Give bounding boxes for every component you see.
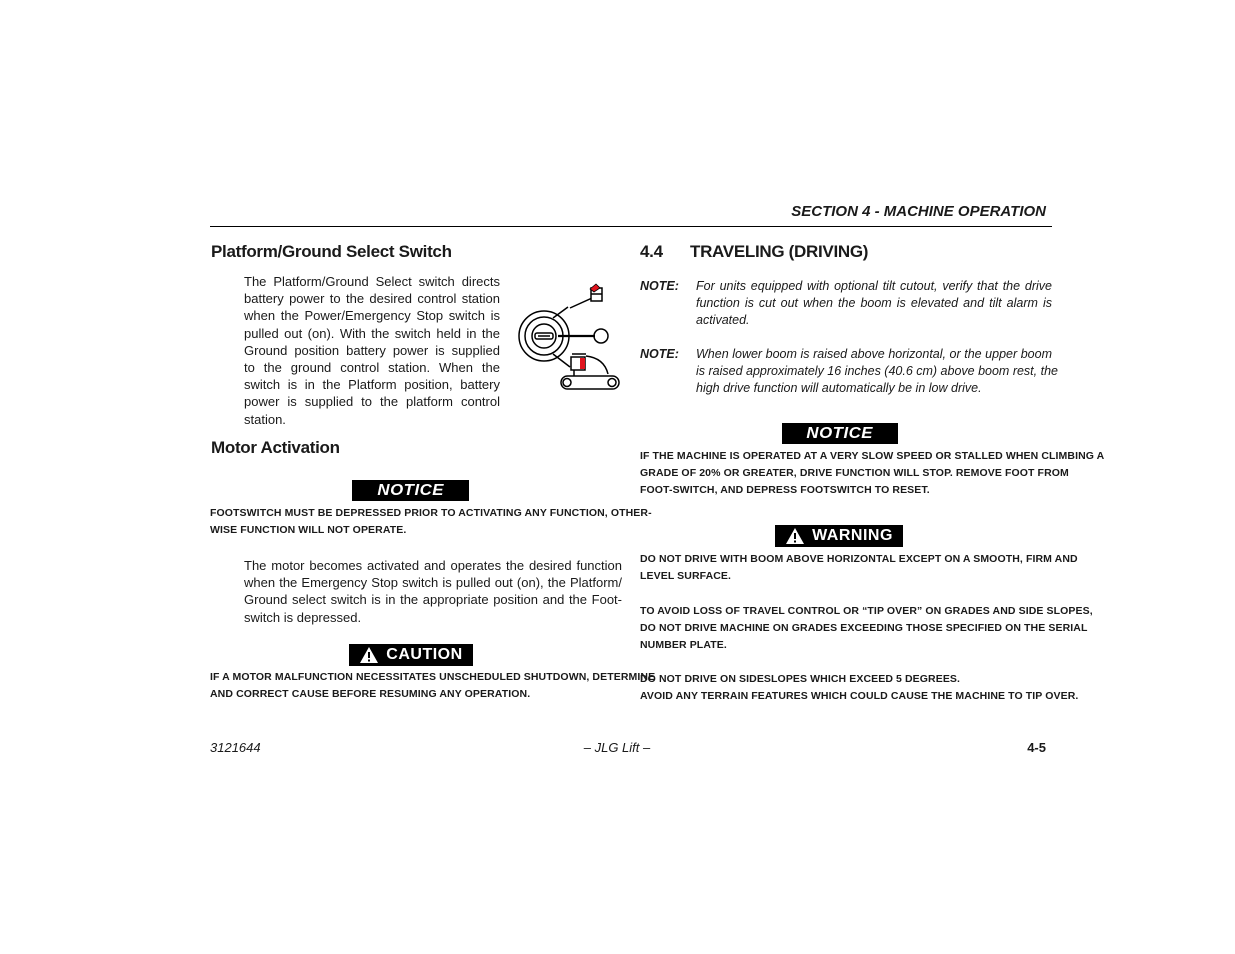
text-line: LEVEL SURFACE. bbox=[640, 570, 732, 583]
note-label: NOTE: bbox=[640, 279, 679, 293]
text-line: The Platform/Ground Select switch directs bbox=[244, 274, 500, 289]
text-line: to the ground control station. When the bbox=[244, 360, 500, 376]
text-line: For units equipped with optional tilt cutout, verify that the drive bbox=[696, 279, 1052, 293]
text-line: When lower boom is raised above horizontal, or the upper boom bbox=[696, 347, 1052, 361]
warning-text-3 bbox=[640, 671, 1079, 705]
text-line: AVOID ANY TERRAIN FEATURES WHICH COULD CAUSE THE MACHINE TO TIP OVER. bbox=[640, 690, 1079, 703]
warning-triangle-icon bbox=[785, 527, 805, 545]
text-line: when the Emergency Stop switch is pulled out (on), the Platform/ bbox=[244, 575, 622, 591]
notice-badge bbox=[352, 480, 469, 501]
text-line: battery power to the desired control station bbox=[244, 291, 500, 307]
text-line: Ground position battery power is supplied bbox=[244, 342, 500, 358]
text-line: pulled out (on). With the switch held in the bbox=[244, 325, 500, 341]
text-line: DO NOT DRIVE WITH BOOM ABOVE HORIZONTAL EXCEPT ON A SMOOTH, FIRM AND bbox=[640, 553, 1078, 565]
text-line: power is supplied to the platform control bbox=[244, 394, 500, 410]
text-line: TO AVOID LOSS OF TRAVEL CONTROL OR “TIP OVER” ON GRADES AND SIDE SLOPES, bbox=[640, 605, 1093, 617]
text-line: activated. bbox=[696, 313, 750, 328]
text-line: when the Power/Emergency Stop switch is bbox=[244, 308, 500, 324]
warning-label: WARNING bbox=[812, 527, 893, 544]
text-line: WISE FUNCTION WILL NOT OPERATE. bbox=[210, 524, 407, 537]
page-number: 4-5 bbox=[1027, 740, 1046, 755]
text-line: DO NOT DRIVE ON SIDESLOPES WHICH EXCEED 5 DEGREES. bbox=[640, 673, 961, 685]
text-line: is raised approximately 16 inches (40.6 cm) above boom rest, the bbox=[696, 364, 1058, 379]
motor-activation-heading: Motor Activation bbox=[211, 438, 340, 457]
platform-switch-heading: Platform/Ground Select Switch bbox=[211, 242, 452, 261]
text-line: The motor becomes activated and operates the desired function bbox=[244, 558, 622, 573]
notice-label: NOTICE bbox=[377, 481, 444, 499]
platform-switch-text bbox=[244, 273, 500, 428]
text-line: GRADE OF 20% OR GREATER, DRIVE FUNCTION WILL STOP. REMOVE FOOT FROM bbox=[640, 467, 1069, 480]
motor-activation-text bbox=[244, 557, 622, 626]
doc-number: 3121644 bbox=[210, 740, 261, 755]
note-label: NOTE: bbox=[640, 347, 679, 361]
driving-notice-text bbox=[640, 448, 1105, 500]
text-line: FOOTSWITCH MUST BE DEPRESSED PRIOR TO ACTIVATING ANY FUNCTION, OTHER- bbox=[210, 507, 652, 519]
text-line: station. bbox=[244, 411, 286, 427]
text-line: AND CORRECT CAUSE BEFORE RESUMING ANY OPERATION. bbox=[210, 688, 531, 701]
caution-label: CAUTION bbox=[386, 646, 463, 663]
text-line: switch is in the Platform position, battery bbox=[244, 377, 500, 393]
note-text bbox=[696, 346, 1058, 398]
key-switch-illustration-icon bbox=[514, 278, 624, 394]
text-line: IF A MOTOR MALFUNCTION NECESSITATES UNSCHEDULED SHUTDOWN, DETERMINE bbox=[210, 671, 656, 683]
notice-label: NOTICE bbox=[806, 424, 874, 442]
notice-badge bbox=[782, 423, 898, 444]
text-line: DO NOT DRIVE MACHINE ON GRADES EXCEEDING THOSE SPECIFIED ON THE SERIAL bbox=[640, 622, 1088, 635]
caution-text bbox=[210, 669, 656, 703]
text-line: FOOT-SWITCH, AND DEPRESS FOOTSWITCH TO RESET. bbox=[640, 484, 930, 497]
text-line: NUMBER PLATE. bbox=[640, 639, 727, 652]
footer-center: – JLG Lift – bbox=[583, 740, 651, 755]
warning-text-1 bbox=[640, 551, 1078, 585]
text-line: function is cut out when the boom is elevated and tilt alarm is bbox=[696, 296, 1052, 311]
section-heading: TRAVELING (DRIVING) bbox=[690, 242, 869, 261]
warning-badge bbox=[775, 525, 903, 547]
text-line: Ground select switch is in the appropriate position and the Foot- bbox=[244, 592, 622, 608]
section-number: 4.4 bbox=[640, 242, 663, 261]
note-text bbox=[696, 278, 1052, 330]
header-divider bbox=[210, 226, 1052, 227]
text-line: high drive function will automatically be in low drive. bbox=[696, 381, 982, 396]
motor-notice-text bbox=[210, 505, 652, 539]
warning-triangle-icon bbox=[359, 646, 379, 664]
section-header-title: SECTION 4 - MACHINE OPERATION bbox=[791, 203, 1046, 220]
text-line: IF THE MACHINE IS OPERATED AT A VERY SLOW SPEED OR STALLED WHEN CLIMBING A bbox=[640, 450, 1105, 462]
text-line: switch is depressed. bbox=[244, 609, 362, 625]
caution-badge bbox=[349, 644, 473, 666]
warning-text-2 bbox=[640, 603, 1093, 655]
